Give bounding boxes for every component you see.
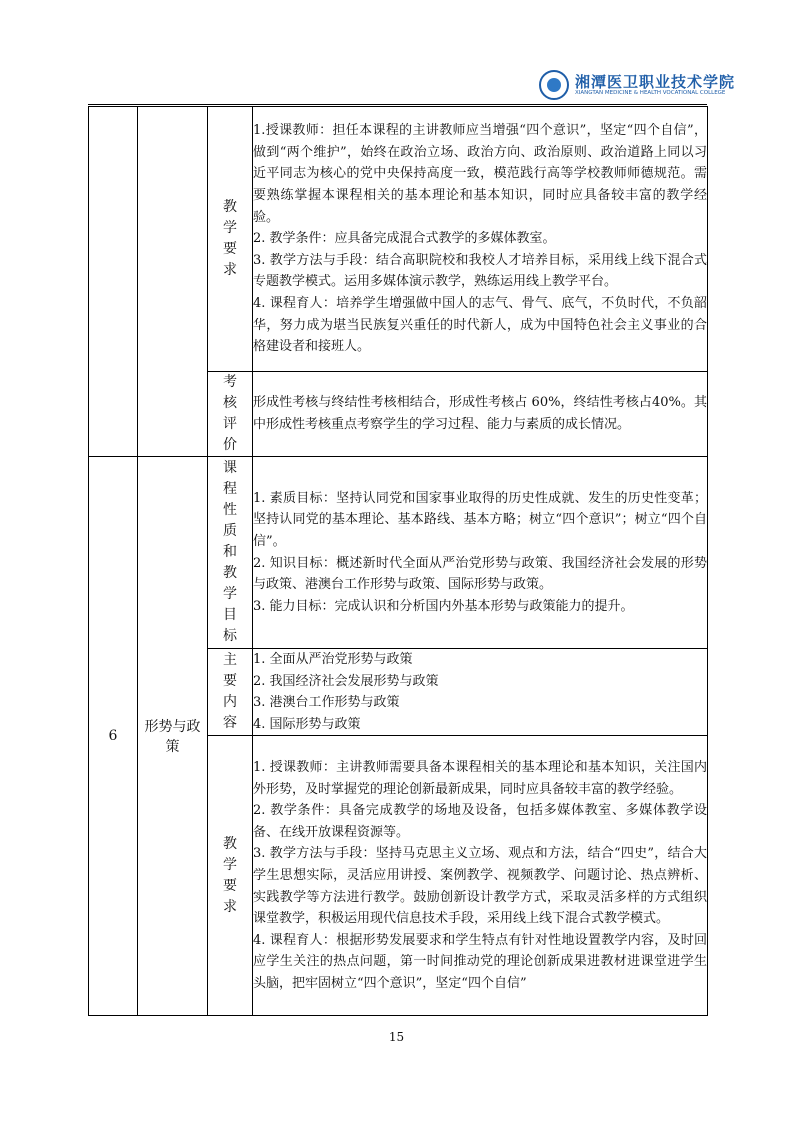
- college-name-en: XIANGTAN MEDICINE & HEALTH VOCATIONAL COLLEGE: [575, 90, 726, 96]
- teaching-req-prev-content: [253, 107, 708, 372]
- curriculum-table: [88, 106, 708, 1016]
- teaching-req-content: [253, 736, 708, 1016]
- paragraph: 4. 课程育人：根据形势发展要求和学生特点有针对性地设置教学内容，及时回应学生关注的热点问题，第一时间推动党的理论创新成果进教材进课堂进学生头脑，把牢固树立“四个意识”，坚定“四个自信”: [253, 932, 707, 992]
- list-item: 2. 我国经济社会发展形势与政策: [253, 673, 439, 689]
- row-label-teaching-req-prev: 教 学 要 求: [208, 107, 253, 372]
- paragraph: 1.授课教师：担任本课程的主讲教师应当增强“四个意识”，坚定“四个自信”，做到“两个维护”，始终在政治立场、政治方向、政治原则、政治道路上同以习近平同志为核心的党中央保持高度一致，模范践行高等学校教师师德规范。需要熟练掌握本课程相关的基本理论和基本知识，同时应具备较丰富的教学经验。: [253, 123, 707, 225]
- table-row-course-nature: [89, 457, 708, 649]
- list-item: 1. 全面从严治党形势与政策: [253, 652, 413, 667]
- paragraph: 1. 素质目标：坚持认同党和国家事业取得的历史性成就、发生的历史性变革；坚持认同党的基本理论、基本路线、基本方略；树立“四个意识”；树立“四个自信”。: [253, 490, 707, 549]
- nature-goals-content: [253, 457, 708, 649]
- course-number: 6: [89, 457, 138, 1016]
- paragraph: 3. 能力目标：完成认识和分析国内外基本形势与政策能力的提升。: [253, 598, 634, 614]
- paragraph: 2. 知识目标：概述新时代全面从严治党形势与政策、我国经济社会发展的形势与政策、港澳台工作形势与政策、国际形势与政策。: [253, 555, 707, 593]
- paragraph: 3. 教学方法与手段：结合高职院校和我校人才培养目标，采用线上线下混合式专题教学模式。运用多媒体演示教学，熟练运用线上教学平台。: [253, 252, 707, 290]
- paragraph: 3. 教学方法与手段：坚持马克思主义立场、观点和方法，结合“四史”，结合大学生思想实际，灵活应用讲授、案例教学、视频教学、问题讨论、热点辨析、实践教学等方法进行教学。鼓励创新设计教学方式，采取灵活多样的方式组织课堂教学，积极运用现代信息技术手段，采用线上线下混合式教学模式。: [253, 846, 708, 927]
- main-content-list: [253, 649, 708, 736]
- paragraph: 2. 教学条件：应具备完成混合式教学的多媒体教室。: [253, 231, 556, 247]
- row-label-teaching-req: 教 学 要 求: [208, 736, 253, 1016]
- paragraph: 4. 课程育人：培养学生增强做中国人的志气、骨气、底气，不负时代，不负韶华，努力成为堪当民族复兴重任的时代新人，成为中国特色社会主义事业的合格建设者和接班人。: [253, 295, 707, 355]
- row-label-assessment: 考 核 评 价: [208, 372, 253, 457]
- prev-number-cell: [89, 107, 138, 457]
- college-name-cn: 湘潭医卫职业技术学院: [575, 73, 736, 91]
- paragraph: 形成性考核与终结性考核相结合，形成性考核占 60%，终结性考核占40%。其中形成性考核重点考察学生的学习过程、能力与素质的成长情况。: [253, 395, 707, 432]
- header-divider: [88, 104, 707, 105]
- course-name: 形势与政策: [138, 457, 208, 1016]
- college-logo: [539, 70, 736, 104]
- assessment-content: [253, 372, 708, 457]
- list-item: 3. 港澳台工作形势与政策: [253, 695, 400, 711]
- prev-name-cell: [138, 107, 208, 457]
- row-label-main-content: 主 要 内 容: [208, 649, 253, 736]
- paragraph: 2. 教学条件：具备完成教学的场地及设备，包括多媒体教室、多媒体教学设备、在线开放课程资源等。: [253, 803, 707, 840]
- table-row-prev-teaching-req: [89, 107, 708, 372]
- list-item: 4. 国际形势与政策: [253, 716, 361, 732]
- page-number: 15: [388, 1030, 405, 1044]
- college-emblem-icon: [539, 70, 569, 100]
- row-label-nature-goals: 课 程 性 质 和 教 学 目 标: [208, 457, 253, 649]
- paragraph: 1. 授课教师：主讲教师需要具备本课程相关的基本理论和基本知识，关注国内外形势，及时掌握党的理论创新最新成果，同时应具备较丰富的教学经验。: [253, 760, 707, 797]
